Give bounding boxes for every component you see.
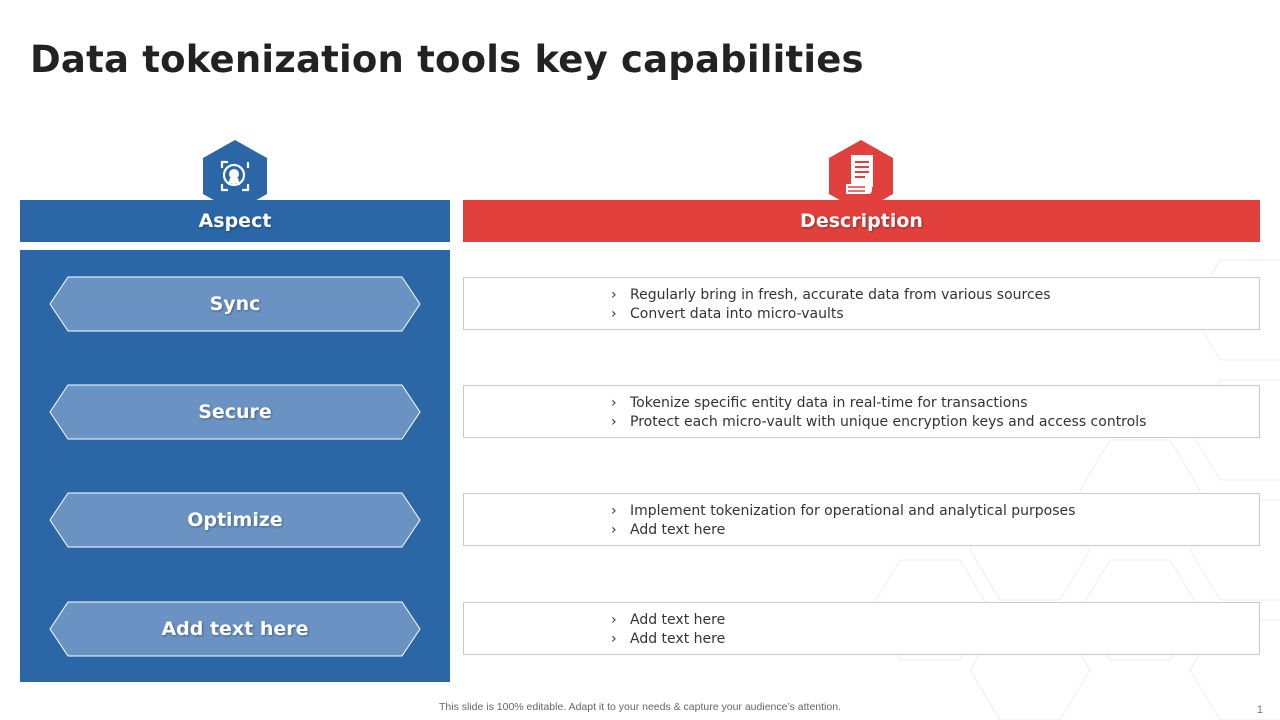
- aspect-label: Add text here: [161, 618, 309, 640]
- description-box-optimize: [463, 493, 1260, 546]
- aspect-item-add-text: [48, 601, 422, 657]
- slide-footer-note: This slide is 100% editable. Adapt it to your needs & capture your audience’s attention.: [439, 701, 841, 713]
- description-box-sync: [463, 277, 1260, 330]
- aspect-item-sync: [48, 276, 422, 332]
- aspect-item-optimize: [48, 492, 422, 548]
- description-bullet: › Add text here: [611, 612, 726, 628]
- description-bullet: › Tokenize specific entity data in real-time for transactions: [611, 395, 1028, 411]
- description-bullet: › Add text here: [611, 631, 726, 647]
- aspect-label: Sync: [209, 293, 261, 315]
- description-box-secure: [463, 385, 1260, 438]
- description-bullet: › Add text here: [611, 522, 726, 538]
- slide-title: Data tokenization tools key capabilities: [30, 38, 864, 81]
- page-number: 1: [1256, 704, 1263, 716]
- description-bullet: › Regularly bring in fresh, accurate data from various sources: [611, 287, 1051, 303]
- description-bullet: › Convert data into micro-vaults: [611, 306, 844, 322]
- description-bullet: › Protect each micro-vault with unique encryption keys and access controls: [611, 414, 1147, 430]
- aspect-label: Optimize: [187, 509, 283, 531]
- aspect-item-secure: [48, 384, 422, 440]
- aspect-label: Secure: [198, 401, 272, 423]
- description-box-add-text: [463, 602, 1260, 655]
- description-bullet: › Implement tokenization for operational and analytical purposes: [611, 503, 1076, 519]
- description-header: Description: [463, 200, 1260, 242]
- aspect-header: Aspect: [20, 200, 450, 242]
